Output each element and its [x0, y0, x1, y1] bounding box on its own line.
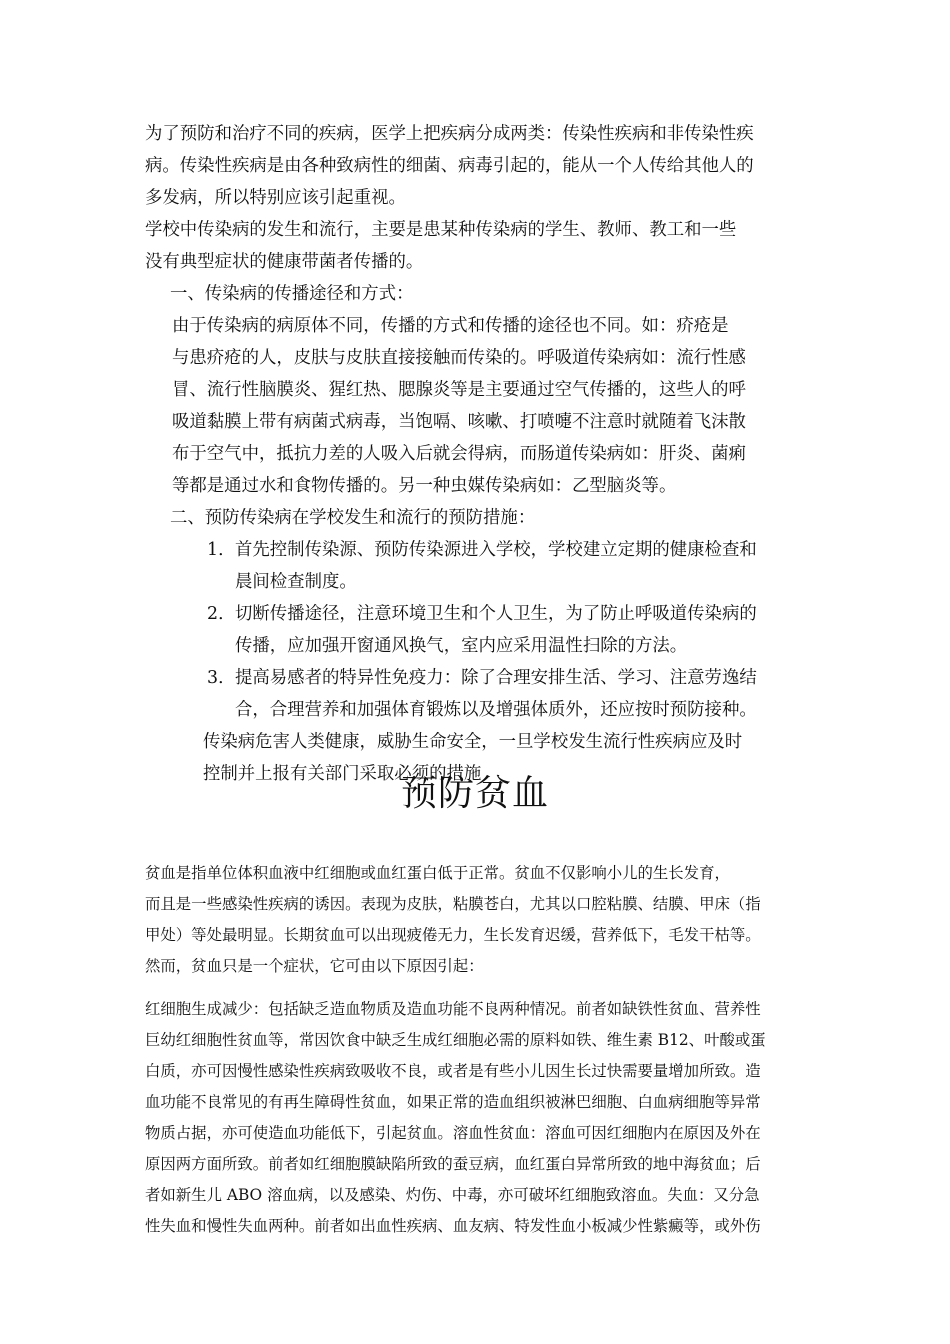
list-item-number: 1．	[207, 540, 236, 560]
list-item-number: 3．	[207, 668, 236, 688]
heading-prevention-measures: 二、预防传染病在学校发生和流行的预防措施：	[170, 508, 536, 528]
prevention-list-item	[207, 534, 827, 598]
prevention-list-item	[207, 598, 827, 662]
school-transmission-paragraph: 学校中传染病的发生和流行，主要是患某种传染病的学生、教师、教工和一些 没有典型症状的健康带菌者传播的。	[145, 220, 737, 272]
list-item-text: 首先控制传染源、预防传染源进入学校，学校建立定期的健康检查和 晨间检查制度。	[235, 540, 757, 592]
closing-paragraph: 传染病危害人类健康，威胁生命安全，一旦学校发生流行性疾病应及时 控制并上报有关部门采取必须的措施	[203, 732, 743, 784]
anemia-definition-paragraph: 贫血是指单位体积血液中红细胞或血红蛋白低于正常。贫血不仅影响小儿的生长发育， 而且是一些感染性疾病的诱因。表现为皮肤，粘膜苍白，尤其以口腔粘膜、结膜、甲床（指 甲处）等处最明显。长期贫血可以出现疲倦无力，生长发育迟缓，营养低下，毛发干枯等。 然而，贫血只是一个症状，它可由以下原因引起：	[145, 864, 761, 975]
list-item-text: 提高易感者的特异性免疫力：除了合理安排生活、学习、注意劳逸结 合，合理营养和加强体育锻炼以及增强体质外，还应按时预防接种。	[235, 668, 757, 720]
prevention-list-item	[207, 662, 827, 726]
heading-transmission-route: 一、传染病的传播途径和方式：	[170, 284, 414, 304]
intro-paragraph: 为了预防和治疗不同的疾病，医学上把疾病分成两类：传染性疾病和非传染性疾 病。传染性疾病是由各种致病性的细菌、病毒引起的，能从一个人传给其他人的 多发病，所以特别应该引起重视。	[145, 124, 754, 208]
anemia-causes-paragraph: 红细胞生成减少：包括缺乏造血物质及造血功能不良两种情况。前者如缺铁性贫血、营养性 巨幼红细胞性贫血等，常因饮食中缺乏生成红细胞必需的原料如铁、维生素 B12、叶酸或蛋 白质，亦可因慢性感染性疾病致吸收不良，或者是有些小儿因生长过快需要量增加所致。造 血功能不良常见的有再生障碍性贫血，如果正常的造血组织被淋巴细胞、白血病细胞等异常 物质占据，亦可使造血功能低下，引起贫血。溶血性贫血：溶血可因红细胞内在原因及外在 原因两方面所致。前者如红细胞膜缺陷所致的蚕豆病，血红蛋白异常所致的地中海贫血；后 者如新生儿 ABO 溶血病，以及感染、灼伤、中毒，亦可破坏红细胞致溶血。失血：又分急 性失血和慢性失血两种。前者如出血性疾病、血友病、特发性血小板减少性紫癜等，或外伤	[145, 1000, 766, 1235]
section-title-anemia: 预防贫血	[400, 773, 549, 814]
transmission-route-paragraph: 由于传染病的病原体不同，传播的方式和传播的途径也不同。如：疥疮是 与患疥疮的人，皮肤与皮肤直接接触而传染的。呼吸道传染病如：流行性感 冒、流行性脑膜炎、猩红热、腮腺炎等是主要通过空气传播的，这些人的呼 吸道黏膜上带有病菌式病毒，当饱嗝、咳嗽、打喷嚏不注意时就随着飞沫散 布于空气中，抵抗力差的人吸入后就会得病，而肠道传染病如：肝炎、菌痢 等都是通过水和食物传播的。另一种虫媒传染病如：乙型脑炎等。	[172, 316, 746, 496]
list-item-text: 切断传播途径，注意环境卫生和个人卫生，为了防止呼吸道传染病的 传播，应加强开窗通风换气，室内应采用温性扫除的方法。	[235, 604, 757, 656]
list-item-number: 2．	[207, 604, 236, 624]
